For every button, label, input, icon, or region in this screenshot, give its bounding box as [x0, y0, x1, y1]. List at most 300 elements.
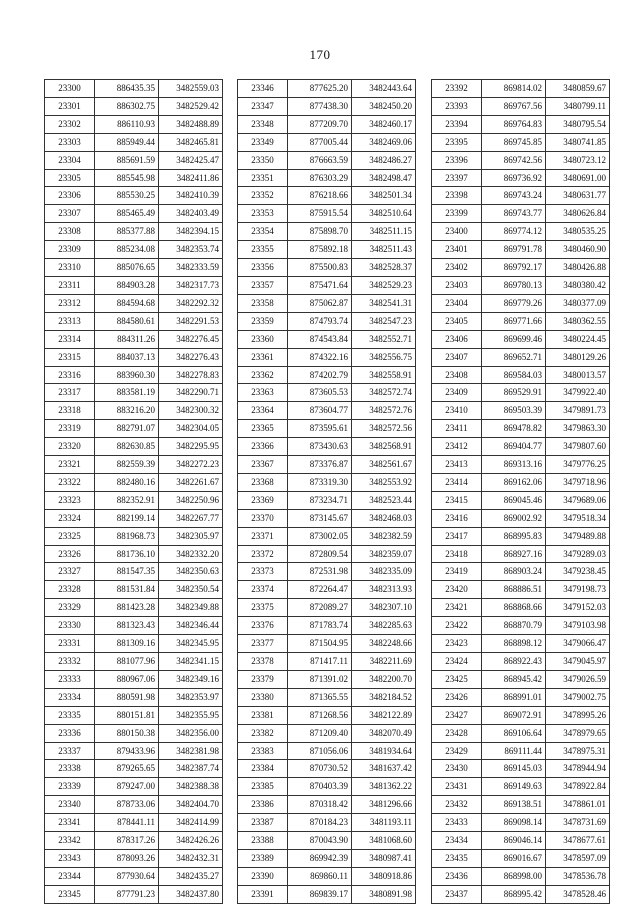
x-coordinate-cell: 873319.30: [288, 473, 352, 491]
y-coordinate-cell: 3480377.09: [546, 294, 610, 312]
table-row: [432, 491, 610, 509]
table-row: [432, 832, 610, 850]
y-coordinate-cell: 3481934.64: [352, 742, 416, 760]
x-coordinate-cell: 869529.91: [482, 384, 546, 402]
y-coordinate-cell: 3482437.80: [159, 885, 223, 903]
point-id-cell: 23422: [432, 617, 482, 635]
y-coordinate-cell: 3482425.47: [159, 151, 223, 169]
table-row: [432, 778, 610, 796]
x-coordinate-cell: 876663.59: [288, 151, 352, 169]
x-coordinate-cell: 880967.06: [95, 670, 159, 688]
point-id-cell: 23421: [432, 599, 482, 617]
page-number: 170: [309, 47, 331, 62]
y-coordinate-cell: 3482184.52: [352, 688, 416, 706]
x-coordinate-cell: 869162.06: [482, 473, 546, 491]
table-row: [432, 814, 610, 832]
point-id-cell: 23384: [238, 760, 288, 778]
x-coordinate-cell: 870318.42: [288, 796, 352, 814]
table-row: [45, 832, 223, 850]
table-row: [45, 205, 223, 223]
y-coordinate-cell: 3479198.73: [546, 581, 610, 599]
table-row: [238, 438, 416, 456]
table-row: [238, 366, 416, 384]
table-row: [432, 312, 610, 330]
table-row: [432, 115, 610, 133]
y-coordinate-cell: 3482510.64: [352, 205, 416, 223]
table-row: [432, 473, 610, 491]
y-coordinate-cell: 3480795.54: [546, 115, 610, 133]
point-id-cell: 23329: [45, 599, 95, 617]
point-id-cell: 23408: [432, 366, 482, 384]
x-coordinate-cell: 869584.03: [482, 366, 546, 384]
y-coordinate-cell: 3482382.59: [352, 527, 416, 545]
table-row: [238, 509, 416, 527]
table-row: [238, 456, 416, 474]
table-row: [238, 778, 416, 796]
point-id-cell: 23393: [432, 97, 482, 115]
y-coordinate-cell: 3482307.10: [352, 599, 416, 617]
x-coordinate-cell: 878441.11: [95, 814, 159, 832]
y-coordinate-cell: 3482572.74: [352, 384, 416, 402]
table-row: [45, 115, 223, 133]
table-row: [238, 617, 416, 635]
x-coordinate-cell: 872089.27: [288, 599, 352, 617]
point-id-cell: 23415: [432, 491, 482, 509]
y-coordinate-cell: 3482349.88: [159, 599, 223, 617]
x-coordinate-cell: 874202.79: [288, 366, 352, 384]
x-coordinate-cell: 881547.35: [95, 563, 159, 581]
table-row: [238, 545, 416, 563]
y-coordinate-cell: 3480626.84: [546, 205, 610, 223]
x-coordinate-cell: 877791.23: [95, 885, 159, 903]
y-coordinate-cell: 3482250.96: [159, 491, 223, 509]
point-id-cell: 23302: [45, 115, 95, 133]
x-coordinate-cell: 869699.46: [482, 330, 546, 348]
point-id-cell: 23374: [238, 581, 288, 599]
x-coordinate-cell: 869313.16: [482, 456, 546, 474]
table-row: [432, 348, 610, 366]
x-coordinate-cell: 884037.13: [95, 348, 159, 366]
y-coordinate-cell: 3482313.93: [352, 581, 416, 599]
x-coordinate-cell: 869742.56: [482, 151, 546, 169]
table-row: [45, 312, 223, 330]
y-coordinate-cell: 3480631.77: [546, 187, 610, 205]
y-coordinate-cell: 3480013.57: [546, 366, 610, 384]
point-id-cell: 23410: [432, 402, 482, 420]
point-id-cell: 23332: [45, 653, 95, 671]
x-coordinate-cell: 871056.06: [288, 742, 352, 760]
y-coordinate-cell: 3480918.86: [352, 867, 416, 885]
x-coordinate-cell: 882630.85: [95, 438, 159, 456]
point-id-cell: 23407: [432, 348, 482, 366]
point-id-cell: 23342: [45, 832, 95, 850]
x-coordinate-cell: 882199.14: [95, 509, 159, 527]
point-id-cell: 23409: [432, 384, 482, 402]
point-id-cell: 23322: [45, 473, 95, 491]
point-id-cell: 23416: [432, 509, 482, 527]
table-row: [45, 456, 223, 474]
point-id-cell: 23352: [238, 187, 288, 205]
x-coordinate-cell: 868922.43: [482, 653, 546, 671]
x-coordinate-cell: 877930.64: [95, 867, 159, 885]
point-id-cell: 23338: [45, 760, 95, 778]
point-id-cell: 23414: [432, 473, 482, 491]
x-coordinate-cell: 881423.28: [95, 599, 159, 617]
x-coordinate-cell: 873605.53: [288, 384, 352, 402]
table-row: [238, 706, 416, 724]
x-coordinate-cell: 885377.88: [95, 223, 159, 241]
y-coordinate-cell: 3482304.05: [159, 420, 223, 438]
point-id-cell: 23380: [238, 688, 288, 706]
point-id-cell: 23339: [45, 778, 95, 796]
x-coordinate-cell: 869404.77: [482, 438, 546, 456]
y-coordinate-cell: 3479776.25: [546, 456, 610, 474]
table-row: [238, 491, 416, 509]
table-row: [45, 814, 223, 832]
point-id-cell: 23437: [432, 885, 482, 903]
table-row: [238, 330, 416, 348]
table-row: [45, 509, 223, 527]
table-row: [45, 760, 223, 778]
point-id-cell: 23324: [45, 509, 95, 527]
x-coordinate-cell: 869503.39: [482, 402, 546, 420]
x-coordinate-cell: 869771.66: [482, 312, 546, 330]
y-coordinate-cell: 3480129.26: [546, 348, 610, 366]
x-coordinate-cell: 869791.78: [482, 241, 546, 259]
y-coordinate-cell: 3482353.97: [159, 688, 223, 706]
y-coordinate-cell: 3480891.98: [352, 885, 416, 903]
x-coordinate-cell: 884311.26: [95, 330, 159, 348]
x-coordinate-cell: 870403.39: [288, 778, 352, 796]
point-id-cell: 23370: [238, 509, 288, 527]
point-id-cell: 23376: [238, 617, 288, 635]
table-row: [238, 527, 416, 545]
y-coordinate-cell: 3482552.71: [352, 330, 416, 348]
point-id-cell: 23430: [432, 760, 482, 778]
y-coordinate-cell: 3479002.75: [546, 688, 610, 706]
x-coordinate-cell: 873376.87: [288, 456, 352, 474]
table-row: [432, 97, 610, 115]
x-coordinate-cell: 881323.43: [95, 617, 159, 635]
point-id-cell: 23406: [432, 330, 482, 348]
x-coordinate-cell: 877438.30: [288, 97, 352, 115]
y-coordinate-cell: 3482278.83: [159, 366, 223, 384]
table-row: [45, 581, 223, 599]
y-coordinate-cell: 3482572.76: [352, 402, 416, 420]
coordinate-table-1: [44, 79, 223, 904]
y-coordinate-cell: 3482291.53: [159, 312, 223, 330]
point-id-cell: 23379: [238, 670, 288, 688]
x-coordinate-cell: 885234.08: [95, 241, 159, 259]
point-id-cell: 23353: [238, 205, 288, 223]
point-id-cell: 23357: [238, 276, 288, 294]
y-coordinate-cell: 3482553.92: [352, 473, 416, 491]
table-row: [45, 366, 223, 384]
point-id-cell: 23350: [238, 151, 288, 169]
point-id-cell: 23328: [45, 581, 95, 599]
y-coordinate-cell: 3479152.03: [546, 599, 610, 617]
point-id-cell: 23304: [45, 151, 95, 169]
table-row: [432, 151, 610, 169]
x-coordinate-cell: 869942.39: [288, 849, 352, 867]
point-id-cell: 23307: [45, 205, 95, 223]
x-coordinate-cell: 882352.91: [95, 491, 159, 509]
y-coordinate-cell: 3482572.56: [352, 420, 416, 438]
y-coordinate-cell: 3482465.81: [159, 133, 223, 151]
y-coordinate-cell: 3482568.91: [352, 438, 416, 456]
table-row: [432, 205, 610, 223]
table-row: [432, 456, 610, 474]
table-row: [45, 491, 223, 509]
point-id-cell: 23429: [432, 742, 482, 760]
x-coordinate-cell: 880150.38: [95, 724, 159, 742]
x-coordinate-cell: 882791.07: [95, 420, 159, 438]
y-coordinate-cell: 3482346.44: [159, 617, 223, 635]
y-coordinate-cell: 3482529.42: [159, 97, 223, 115]
x-coordinate-cell: 869764.83: [482, 115, 546, 133]
y-coordinate-cell: 3481637.42: [352, 760, 416, 778]
point-id-cell: 23394: [432, 115, 482, 133]
x-coordinate-cell: 872809.54: [288, 545, 352, 563]
point-id-cell: 23419: [432, 563, 482, 581]
point-id-cell: 23378: [238, 653, 288, 671]
table-row: [432, 760, 610, 778]
table-row: [432, 294, 610, 312]
x-coordinate-cell: 876218.66: [288, 187, 352, 205]
point-id-cell: 23347: [238, 97, 288, 115]
point-id-cell: 23336: [45, 724, 95, 742]
table-row: [45, 635, 223, 653]
point-id-cell: 23385: [238, 778, 288, 796]
table-row: [238, 760, 416, 778]
table-row: [432, 366, 610, 384]
x-coordinate-cell: 877209.70: [288, 115, 352, 133]
point-id-cell: 23323: [45, 491, 95, 509]
table-row: [238, 724, 416, 742]
table-row: [432, 724, 610, 742]
table-row: [45, 617, 223, 635]
point-id-cell: 23427: [432, 706, 482, 724]
y-coordinate-cell: 3482349.16: [159, 670, 223, 688]
x-coordinate-cell: 868998.00: [482, 867, 546, 885]
table-row: [432, 635, 610, 653]
table-row: [45, 348, 223, 366]
x-coordinate-cell: 875500.83: [288, 259, 352, 277]
table-row: [45, 527, 223, 545]
y-coordinate-cell: 3479891.73: [546, 402, 610, 420]
table-row: [432, 438, 610, 456]
point-id-cell: 23310: [45, 259, 95, 277]
point-id-cell: 23364: [238, 402, 288, 420]
y-coordinate-cell: 3482317.73: [159, 276, 223, 294]
x-coordinate-cell: 885465.49: [95, 205, 159, 223]
table-row: [238, 420, 416, 438]
table-row: [238, 312, 416, 330]
y-coordinate-cell: 3482300.32: [159, 402, 223, 420]
y-coordinate-cell: 3478861.01: [546, 796, 610, 814]
x-coordinate-cell: 869478.82: [482, 420, 546, 438]
y-coordinate-cell: 3482381.98: [159, 742, 223, 760]
x-coordinate-cell: 868995.83: [482, 527, 546, 545]
point-id-cell: 23335: [45, 706, 95, 724]
point-id-cell: 23317: [45, 384, 95, 402]
x-coordinate-cell: 869045.46: [482, 491, 546, 509]
x-coordinate-cell: 871365.55: [288, 688, 352, 706]
x-coordinate-cell: 875915.54: [288, 205, 352, 223]
table-row: [238, 849, 416, 867]
y-coordinate-cell: 3482261.67: [159, 473, 223, 491]
table-row: [238, 187, 416, 205]
y-coordinate-cell: 3480987.41: [352, 849, 416, 867]
x-coordinate-cell: 871417.11: [288, 653, 352, 671]
y-coordinate-cell: 3479238.45: [546, 563, 610, 581]
table-row: [238, 133, 416, 151]
x-coordinate-cell: 869767.56: [482, 97, 546, 115]
point-id-cell: 23369: [238, 491, 288, 509]
point-id-cell: 23341: [45, 814, 95, 832]
table-row: [432, 706, 610, 724]
point-id-cell: 23432: [432, 796, 482, 814]
y-coordinate-cell: 3478995.26: [546, 706, 610, 724]
table-row: [432, 849, 610, 867]
point-id-cell: 23306: [45, 187, 95, 205]
table-row: [238, 581, 416, 599]
point-id-cell: 23405: [432, 312, 482, 330]
y-coordinate-cell: 3481193.11: [352, 814, 416, 832]
table-row: [45, 724, 223, 742]
y-coordinate-cell: 3482341.15: [159, 653, 223, 671]
point-id-cell: 23401: [432, 241, 482, 259]
point-id-cell: 23340: [45, 796, 95, 814]
point-id-cell: 23404: [432, 294, 482, 312]
point-id-cell: 23355: [238, 241, 288, 259]
x-coordinate-cell: 869743.24: [482, 187, 546, 205]
point-id-cell: 23403: [432, 276, 482, 294]
x-coordinate-cell: 869745.85: [482, 133, 546, 151]
table-row: [238, 635, 416, 653]
table-row: [432, 742, 610, 760]
y-coordinate-cell: 3478975.31: [546, 742, 610, 760]
x-coordinate-cell: 872264.47: [288, 581, 352, 599]
y-coordinate-cell: 3482541.31: [352, 294, 416, 312]
x-coordinate-cell: 868870.79: [482, 617, 546, 635]
x-coordinate-cell: 871391.02: [288, 670, 352, 688]
y-coordinate-cell: 3482345.95: [159, 635, 223, 653]
table-row: [238, 402, 416, 420]
table-row: [238, 80, 416, 98]
table-row: [238, 384, 416, 402]
x-coordinate-cell: 868945.42: [482, 670, 546, 688]
x-coordinate-cell: 883216.20: [95, 402, 159, 420]
table-row: [238, 670, 416, 688]
table-row: [45, 169, 223, 187]
point-id-cell: 23308: [45, 223, 95, 241]
x-coordinate-cell: 881077.96: [95, 653, 159, 671]
y-coordinate-cell: 3482501.34: [352, 187, 416, 205]
table-row: [238, 473, 416, 491]
table-row: [45, 688, 223, 706]
x-coordinate-cell: 886302.75: [95, 97, 159, 115]
y-coordinate-cell: 3480362.55: [546, 312, 610, 330]
table-row: [238, 348, 416, 366]
y-coordinate-cell: 3478731.69: [546, 814, 610, 832]
y-coordinate-cell: 3479289.03: [546, 545, 610, 563]
y-coordinate-cell: 3478979.65: [546, 724, 610, 742]
x-coordinate-cell: 869743.77: [482, 205, 546, 223]
y-coordinate-cell: 3482333.59: [159, 259, 223, 277]
table-row: [432, 80, 610, 98]
table-row: [432, 581, 610, 599]
point-id-cell: 23400: [432, 223, 482, 241]
table-row: [238, 169, 416, 187]
x-coordinate-cell: 869780.13: [482, 276, 546, 294]
x-coordinate-cell: 868898.12: [482, 635, 546, 653]
point-id-cell: 23305: [45, 169, 95, 187]
point-id-cell: 23372: [238, 545, 288, 563]
table-row: [238, 294, 416, 312]
y-coordinate-cell: 3478677.61: [546, 832, 610, 850]
x-coordinate-cell: 870043.90: [288, 832, 352, 850]
x-coordinate-cell: 868995.42: [482, 885, 546, 903]
table-row: [238, 151, 416, 169]
x-coordinate-cell: 883960.30: [95, 366, 159, 384]
y-coordinate-cell: 3482335.09: [352, 563, 416, 581]
y-coordinate-cell: 3479518.34: [546, 509, 610, 527]
point-id-cell: 23309: [45, 241, 95, 259]
table-row: [45, 80, 223, 98]
x-coordinate-cell: 874793.74: [288, 312, 352, 330]
x-coordinate-cell: 868886.51: [482, 581, 546, 599]
x-coordinate-cell: 884594.68: [95, 294, 159, 312]
table-row: [45, 133, 223, 151]
point-id-cell: 23425: [432, 670, 482, 688]
table-row: [432, 259, 610, 277]
y-coordinate-cell: 3480723.12: [546, 151, 610, 169]
table-row: [45, 420, 223, 438]
table-row: [238, 796, 416, 814]
point-id-cell: 23333: [45, 670, 95, 688]
y-coordinate-cell: 3482468.03: [352, 509, 416, 527]
y-coordinate-cell: 3480799.11: [546, 97, 610, 115]
point-id-cell: 23368: [238, 473, 288, 491]
point-id-cell: 23373: [238, 563, 288, 581]
x-coordinate-cell: 883581.19: [95, 384, 159, 402]
y-coordinate-cell: 3482556.75: [352, 348, 416, 366]
point-id-cell: 23349: [238, 133, 288, 151]
y-coordinate-cell: 3482511.43: [352, 241, 416, 259]
table-row: [238, 885, 416, 903]
point-id-cell: 23316: [45, 366, 95, 384]
x-coordinate-cell: 869779.26: [482, 294, 546, 312]
y-coordinate-cell: 3479045.97: [546, 653, 610, 671]
point-id-cell: 23397: [432, 169, 482, 187]
point-id-cell: 23351: [238, 169, 288, 187]
y-coordinate-cell: 3482498.47: [352, 169, 416, 187]
x-coordinate-cell: 869814.02: [482, 80, 546, 98]
table-row: [432, 796, 610, 814]
point-id-cell: 23319: [45, 420, 95, 438]
table-row: [432, 885, 610, 903]
table-row: [238, 97, 416, 115]
y-coordinate-cell: 3482488.89: [159, 115, 223, 133]
x-coordinate-cell: 873145.67: [288, 509, 352, 527]
x-coordinate-cell: 873604.77: [288, 402, 352, 420]
table-row: [432, 384, 610, 402]
table-row: [45, 545, 223, 563]
table-row: [238, 276, 416, 294]
point-id-cell: 23436: [432, 867, 482, 885]
x-coordinate-cell: 881968.73: [95, 527, 159, 545]
